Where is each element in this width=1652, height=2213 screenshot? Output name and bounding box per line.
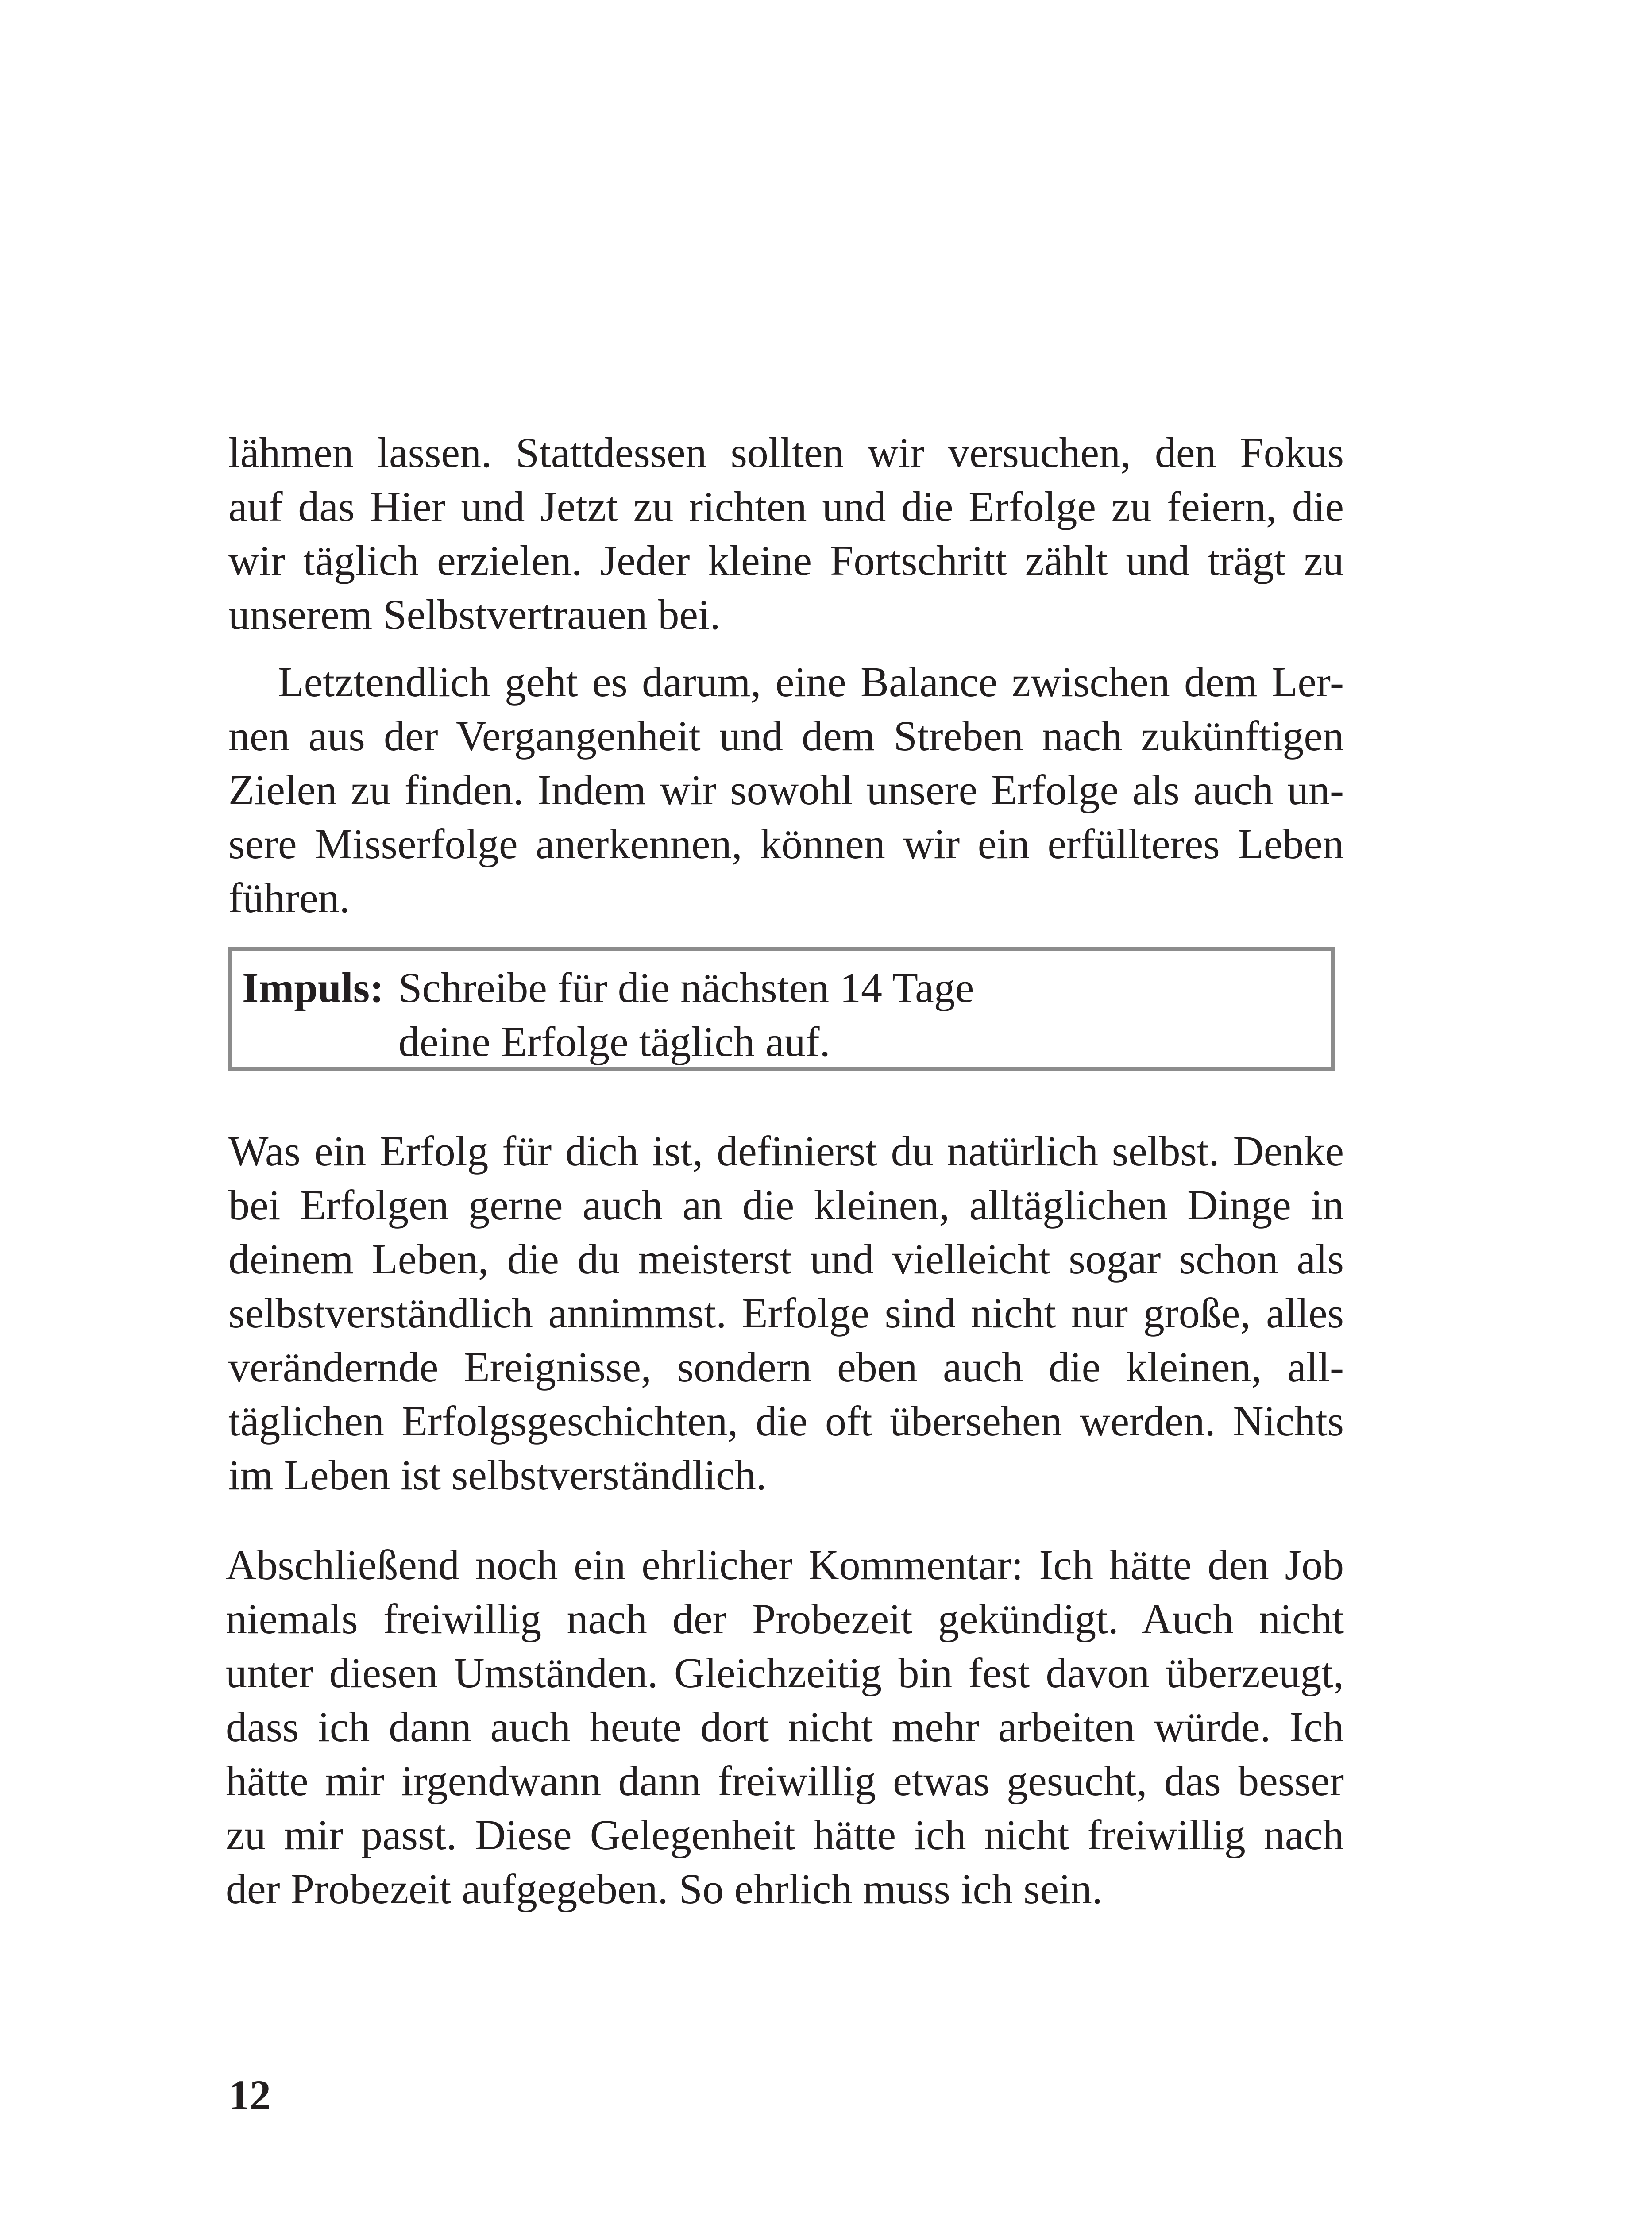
- impulse-box: [228, 947, 1335, 1071]
- paragraph-1: [228, 426, 1344, 642]
- text-line: nen aus der Vergangenheit und dem Streben nach zukünftigen: [228, 712, 1344, 760]
- text-line: der Probezeit aufgegeben. So ehrlich muss ich sein.: [226, 1865, 1103, 1912]
- text-line: zu mir passt. Diese Gelegenheit hätte ich nicht freiwillig nach: [226, 1811, 1344, 1858]
- text-line: lähmen lassen. Stattdessen sollten wir versuchen, den Fokus: [228, 429, 1344, 476]
- text-line: im Leben ist selbstverständlich.: [228, 1451, 767, 1499]
- text-line: unserem Selbstvertrauen bei.: [228, 591, 721, 638]
- impulse-text-line: deine Erfolge täglich auf.: [398, 1018, 830, 1065]
- text-line: Zielen zu finden. Indem wir sowohl unsere Erfolge als auch un-: [228, 766, 1344, 813]
- text-line: hätte mir irgendwann dann freiwillig etwas gesucht, das besser: [226, 1757, 1344, 1804]
- text-line: niemals freiwillig nach der Probezeit gekündigt. Auch nicht: [226, 1595, 1344, 1642]
- text-line: sere Misserfolge anerkennen, können wir ein erfüllteres Leben: [228, 820, 1344, 867]
- text-line: Abschließend noch ein ehrlicher Kommentar: Ich hätte den Job: [226, 1541, 1344, 1588]
- text-line: deinem Leben, die du meisterst und vielleicht sogar schon als: [228, 1235, 1344, 1283]
- impulse-label: Impuls:: [242, 964, 384, 1011]
- text-line: auf das Hier und Jetzt zu richten und die Erfolge zu feiern, die: [228, 483, 1344, 530]
- text-line: verändernde Ereignisse, sondern eben auch die kleinen, all-: [228, 1343, 1344, 1391]
- impulse-text-line: Schreibe für die nächsten 14 Tage: [398, 964, 974, 1011]
- paragraph-4: [226, 1538, 1344, 1916]
- paragraph-2: [228, 655, 1344, 925]
- text-line: unter diesen Umständen. Gleichzeitig bin fest davon überzeugt,: [226, 1649, 1344, 1696]
- text-line: wir täglich erzielen. Jeder kleine Fortschritt zählt und trägt zu: [228, 537, 1344, 584]
- text-line: bei Erfolgen gerne auch an die kleinen, alltäglichen Dinge in: [228, 1181, 1344, 1229]
- text-line: täglichen Erfolgsgeschichten, die oft übersehen werden. Nichts: [228, 1397, 1344, 1445]
- page-number: 12: [228, 2071, 271, 2119]
- text-line: dass ich dann auch heute dort nicht mehr arbeiten würde. Ich: [226, 1703, 1344, 1750]
- paragraph-3: [228, 1124, 1344, 1502]
- text-line: selbstverständlich annimmst. Erfolge sind nicht nur große, alles: [228, 1289, 1344, 1337]
- text-line: Was ein Erfolg für dich ist, definierst du natürlich selbst. Denke: [228, 1127, 1344, 1175]
- text-line: Letztendlich geht es darum, eine Balance zwischen dem Ler-: [278, 658, 1344, 706]
- text-line: führen.: [228, 874, 350, 921]
